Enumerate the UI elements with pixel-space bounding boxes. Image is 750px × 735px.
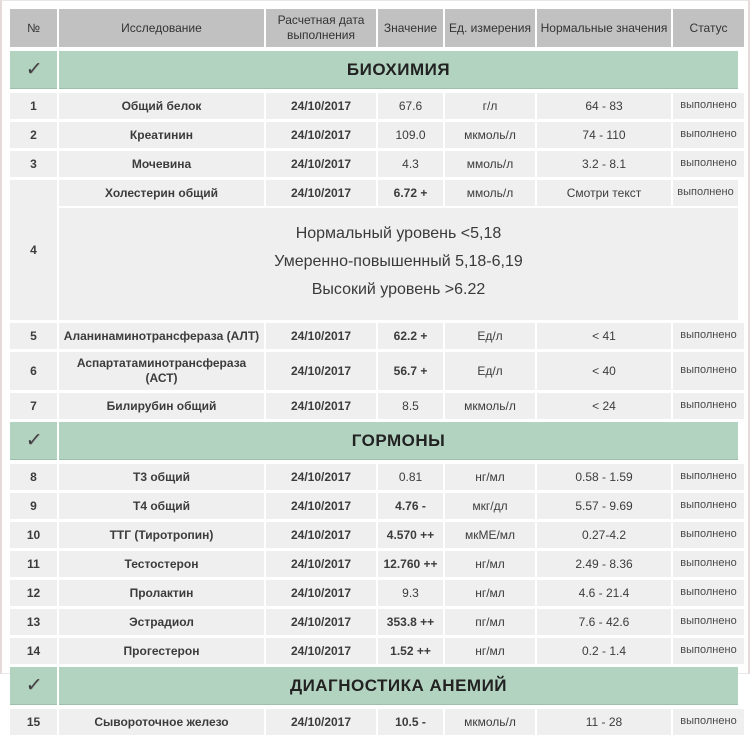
section-icon-cell <box>10 667 57 705</box>
value-cell: 6.72 + <box>378 180 443 206</box>
section-icon-cell <box>10 422 57 460</box>
status-cell: выполнено <box>673 580 744 606</box>
lab-row <box>10 580 738 606</box>
lab-row <box>10 464 738 490</box>
date-cell: 24/10/2017 <box>266 93 376 119</box>
col-header-unit <box>445 9 535 47</box>
unit-cell: г/л <box>445 93 535 119</box>
status-cell: выполнено <box>673 93 744 119</box>
section-title-cell <box>59 422 738 460</box>
unit-cell: мкг/дл <box>445 493 535 519</box>
unit-cell: мкМЕ/мл <box>445 522 535 548</box>
date-cell: 24/10/2017 <box>266 352 376 390</box>
study-name: ТТГ (Тиротропин) <box>59 522 264 548</box>
unit-cell: мкмоль/л <box>445 393 535 419</box>
lab-row <box>10 323 738 349</box>
normal-range-cell: 0.2 - 1.4 <box>537 638 671 664</box>
normal-range-cell: 4.6 - 21.4 <box>537 580 671 606</box>
status-cell: выполнено <box>673 638 744 664</box>
col-header-label: Нормальные значения <box>540 20 668 35</box>
lab-row <box>10 609 738 635</box>
date-cell: 24/10/2017 <box>266 464 376 490</box>
date-cell: 24/10/2017 <box>266 551 376 577</box>
value-cell: 67.6 <box>378 93 443 119</box>
value-cell: 9.3 <box>378 580 443 606</box>
row-number: 7 <box>10 393 57 419</box>
study-name: Прогестерон <box>59 638 264 664</box>
study-name: Аланинаминотрансфераза (АЛТ) <box>59 323 264 349</box>
date-cell: 24/10/2017 <box>266 180 376 206</box>
status-cell: выполнено <box>673 122 744 148</box>
row-number: 12 <box>10 580 57 606</box>
date-cell: 24/10/2017 <box>266 493 376 519</box>
normal-range-cell: 74 - 110 <box>537 122 671 148</box>
study-name: Т4 общий <box>59 493 264 519</box>
row-number: 8 <box>10 464 57 490</box>
lab-row <box>10 393 738 419</box>
normal-range-cell: < 41 <box>537 323 671 349</box>
value-cell: 56.7 + <box>378 352 443 390</box>
unit-cell: ммоль/л <box>445 151 535 177</box>
unit-cell: нг/мл <box>445 580 535 606</box>
row-number: 3 <box>10 151 57 177</box>
lab-row <box>10 522 738 548</box>
checkmark-icon: ✓ <box>24 59 43 80</box>
row-number: 13 <box>10 609 57 635</box>
study-name: Сывороточное железо <box>59 709 264 735</box>
value-cell: 10.5 - <box>378 709 443 735</box>
value-cell: 0.81 <box>378 464 443 490</box>
col-header-status <box>673 9 744 47</box>
col-header-label: Значение <box>383 20 438 35</box>
col-header-number <box>10 9 57 47</box>
row-number: 5 <box>10 323 57 349</box>
col-header-label: № <box>27 20 40 35</box>
lab-row <box>10 709 738 735</box>
normal-range-cell: < 24 <box>537 393 671 419</box>
section-title-cell <box>59 667 738 705</box>
status-cell: выполнено <box>673 323 744 349</box>
status-cell: выполнено <box>673 493 744 519</box>
result-note <box>59 208 738 320</box>
lab-row <box>10 122 738 148</box>
row-number: 6 <box>10 352 57 390</box>
table-header-row <box>10 9 738 47</box>
date-cell: 24/10/2017 <box>266 393 376 419</box>
normal-range-cell: 5.57 - 9.69 <box>537 493 671 519</box>
results-table <box>10 9 738 735</box>
unit-cell: нг/мл <box>445 638 535 664</box>
unit-cell: нг/мл <box>445 551 535 577</box>
study-name: Мочевина <box>59 151 264 177</box>
row-number: 11 <box>10 551 57 577</box>
study-name: Холестерин общий <box>59 180 264 206</box>
status-cell: выполнено <box>673 522 744 548</box>
row-number: 14 <box>10 638 57 664</box>
date-cell: 24/10/2017 <box>266 323 376 349</box>
normal-range-cell: Смотри текст <box>537 180 671 206</box>
status-cell: выполнено <box>673 551 744 577</box>
unit-cell: Ед/л <box>445 323 535 349</box>
normal-range-cell: < 40 <box>537 352 671 390</box>
value-cell: 109.0 <box>378 122 443 148</box>
value-cell: 4.3 <box>378 151 443 177</box>
note-line: Высокий уровень >6.22 <box>311 281 486 298</box>
lab-row <box>10 493 738 519</box>
status-cell: выполнено <box>673 180 738 206</box>
value-cell: 4.76 - <box>378 493 443 519</box>
section-title-cell <box>59 51 738 89</box>
note-line: Умеренно-повышенный 5,18-6,19 <box>274 253 523 270</box>
normal-range-cell: 7.6 - 42.6 <box>537 609 671 635</box>
study-name: Пролактин <box>59 580 264 606</box>
lab-row-with-note <box>10 180 738 320</box>
col-header-label: Ед. измерения <box>449 20 531 35</box>
section-row <box>10 667 738 705</box>
date-cell: 24/10/2017 <box>266 122 376 148</box>
status-cell: выполнено <box>673 151 744 177</box>
normal-range-cell: 64 - 83 <box>537 93 671 119</box>
col-header-label: Статус <box>689 20 728 35</box>
col-header-date <box>266 9 376 47</box>
value-cell: 1.52 ++ <box>378 638 443 664</box>
section-title: БИОХИМИЯ <box>346 59 451 79</box>
row-number: 15 <box>10 709 57 735</box>
section-row <box>10 422 738 460</box>
unit-cell: Ед/л <box>445 352 535 390</box>
col-header-label: Исследование <box>121 20 202 35</box>
section-row <box>10 51 738 89</box>
status-cell: выполнено <box>673 352 744 390</box>
value-cell: 12.760 ++ <box>378 551 443 577</box>
note-line: Нормальный уровень <5,18 <box>295 225 502 242</box>
col-header-value <box>378 9 443 47</box>
value-cell: 62.2 + <box>378 323 443 349</box>
section-title: ГОРМОНЫ <box>351 430 446 450</box>
unit-cell: ммоль/л <box>445 180 535 206</box>
date-cell: 24/10/2017 <box>266 580 376 606</box>
row-number: 4 <box>10 180 57 320</box>
normal-range-cell: 11 - 28 <box>537 709 671 735</box>
normal-range-cell: 2.49 - 8.36 <box>537 551 671 577</box>
study-name: Эстрадиол <box>59 609 264 635</box>
normal-range-cell: 0.58 - 1.59 <box>537 464 671 490</box>
lab-row <box>10 352 738 390</box>
value-cell: 353.8 ++ <box>378 609 443 635</box>
unit-cell: пг/мл <box>445 609 535 635</box>
checkmark-icon: ✓ <box>24 675 43 696</box>
lab-row <box>10 93 738 119</box>
col-header-label: Расчетная дата выполнения <box>277 13 365 42</box>
status-cell: выполнено <box>673 464 744 490</box>
normal-range-cell: 0.27-4.2 <box>537 522 671 548</box>
date-cell: 24/10/2017 <box>266 522 376 548</box>
section-title: ДИАГНОСТИКА АНЕМИЙ <box>289 675 508 695</box>
study-name: Тестостерон <box>59 551 264 577</box>
status-cell: выполнено <box>673 709 744 735</box>
unit-cell: мкмоль/л <box>445 122 535 148</box>
col-header-normal <box>537 9 671 47</box>
lab-row <box>10 151 738 177</box>
row-number: 9 <box>10 493 57 519</box>
unit-cell: нг/мл <box>445 464 535 490</box>
status-cell: выполнено <box>673 609 744 635</box>
study-name: Общий белок <box>59 93 264 119</box>
value-cell: 4.570 ++ <box>378 522 443 548</box>
row-number: 10 <box>10 522 57 548</box>
normal-range-cell: 3.2 - 8.1 <box>537 151 671 177</box>
study-name: Т3 общий <box>59 464 264 490</box>
lab-row <box>10 551 738 577</box>
lab-row <box>10 638 738 664</box>
checkmark-icon: ✓ <box>24 430 43 451</box>
study-name: Креатинин <box>59 122 264 148</box>
date-cell: 24/10/2017 <box>266 151 376 177</box>
col-header-study <box>59 9 264 47</box>
status-cell: выполнено <box>673 393 744 419</box>
unit-cell: мкмоль/л <box>445 709 535 735</box>
date-cell: 24/10/2017 <box>266 638 376 664</box>
study-name: Билирубин общий <box>59 393 264 419</box>
date-cell: 24/10/2017 <box>266 609 376 635</box>
date-cell: 24/10/2017 <box>266 709 376 735</box>
study-name: Аспартатаминотрансфераза (АСТ) <box>59 352 264 390</box>
row-number: 2 <box>10 122 57 148</box>
value-cell: 8.5 <box>378 393 443 419</box>
section-icon-cell <box>10 51 57 89</box>
row-number: 1 <box>10 93 57 119</box>
